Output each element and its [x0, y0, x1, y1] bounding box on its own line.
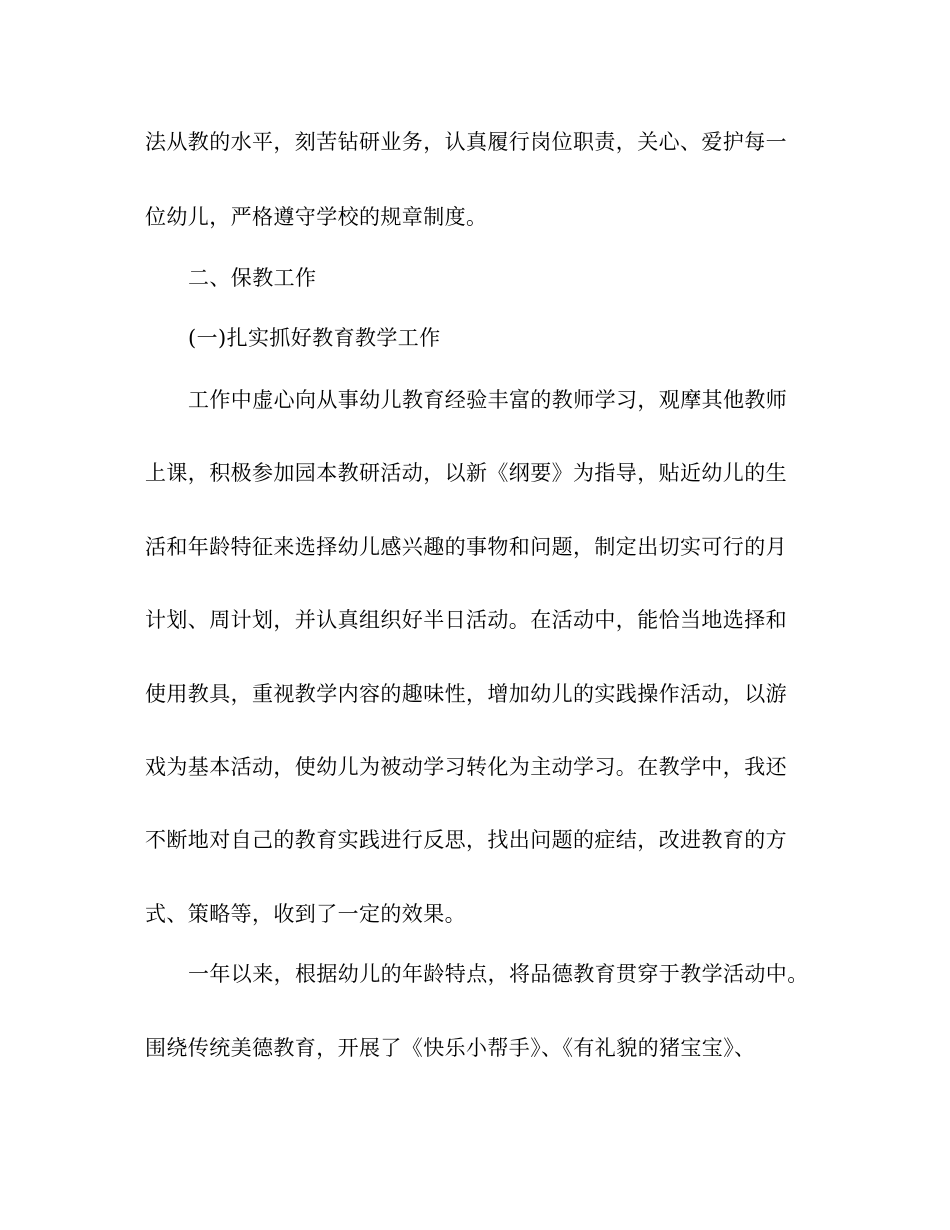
- paragraph-line: 一年以来，根据幼儿的年龄特点，将品德教育贯穿于教学活动中。: [188, 962, 809, 986]
- paragraph-line: 上课，积极参加园本教研活动，以新《纲要》为指导，贴近幼儿的生: [145, 461, 787, 485]
- paragraph-line: 式、策略等，收到了一定的效果。: [145, 902, 466, 926]
- paragraph-line: 法从教的水平，刻苦钻研业务，认真履行岗位职责，关心、爱护每一: [145, 130, 787, 154]
- subsection-heading: (一)扎实抓好教育教学工作: [188, 326, 441, 350]
- paragraph-line: 戏为基本活动，使幼儿为被动学习转化为主动学习。在教学中，我还: [145, 755, 787, 779]
- paragraph-line: 活和年龄特征来选择幼儿感兴趣的事物和问题，制定出切实可行的月: [145, 535, 787, 559]
- paragraph-line: 不断地对自己的教育实践进行反思，找出问题的症结，改进教育的方: [145, 828, 787, 852]
- section-heading: 二、保教工作: [188, 266, 317, 290]
- paragraph-line: 位幼儿，严格遵守学校的规章制度。: [145, 205, 488, 229]
- paragraph-line: 使用教具，重视教学内容的趣味性，增加幼儿的实践操作活动，以游: [145, 682, 787, 706]
- paragraph-line: 围绕传统美德教育，开展了《快乐小帮手》、《有礼貌的猪宝宝》、: [145, 1036, 756, 1060]
- paragraph-line: 计划、周计划，并认真组织好半日活动。在活动中，能恰当地选择和: [145, 608, 787, 632]
- paragraph-line: 工作中虚心向从事幼儿教育经验丰富的教师学习，观摩其他教师: [188, 388, 788, 412]
